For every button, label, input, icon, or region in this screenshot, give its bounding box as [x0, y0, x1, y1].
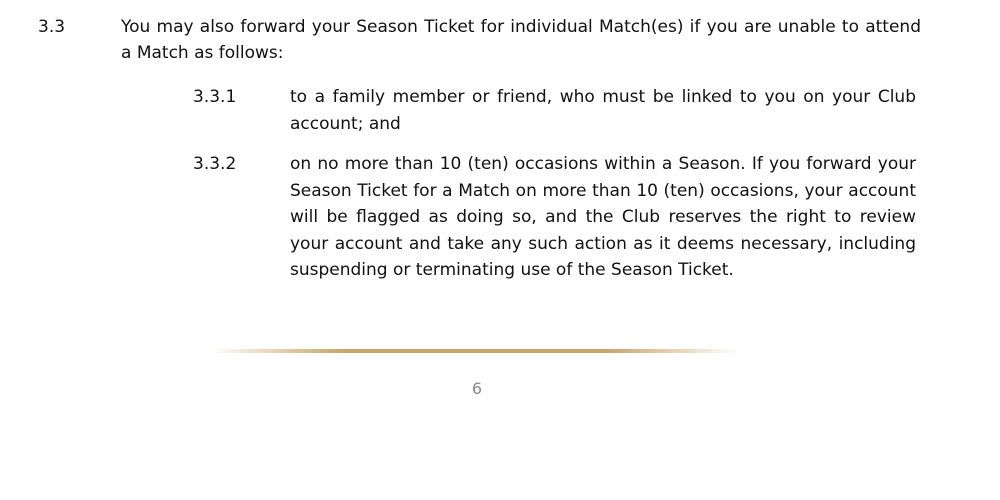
- clause-text: You may also forward your Season Ticket for individual Match(es) if you are unable to attend a Match as follows:: [121, 17, 921, 63]
- subclause-number: 3.3.1: [193, 87, 237, 107]
- footer-divider: [210, 349, 740, 353]
- subclause-text: on no more than 10 (ten) occasions within a Season. If you forward your Season Ticket for a Match on more than 10 (ten) occasions, your account will be flagged as doing so, and the Club reserves the right to review your account and take any such action as it deems necessary, including suspending or terminating use of the Season Ticket.: [290, 154, 916, 280]
- subclause-number: 3.3.2: [193, 154, 237, 174]
- subclause-text: to a family member or friend, who must be linked to you on your Club account; and: [290, 87, 916, 134]
- page-number: 6: [471, 379, 483, 398]
- clause-number: 3.3: [38, 17, 66, 37]
